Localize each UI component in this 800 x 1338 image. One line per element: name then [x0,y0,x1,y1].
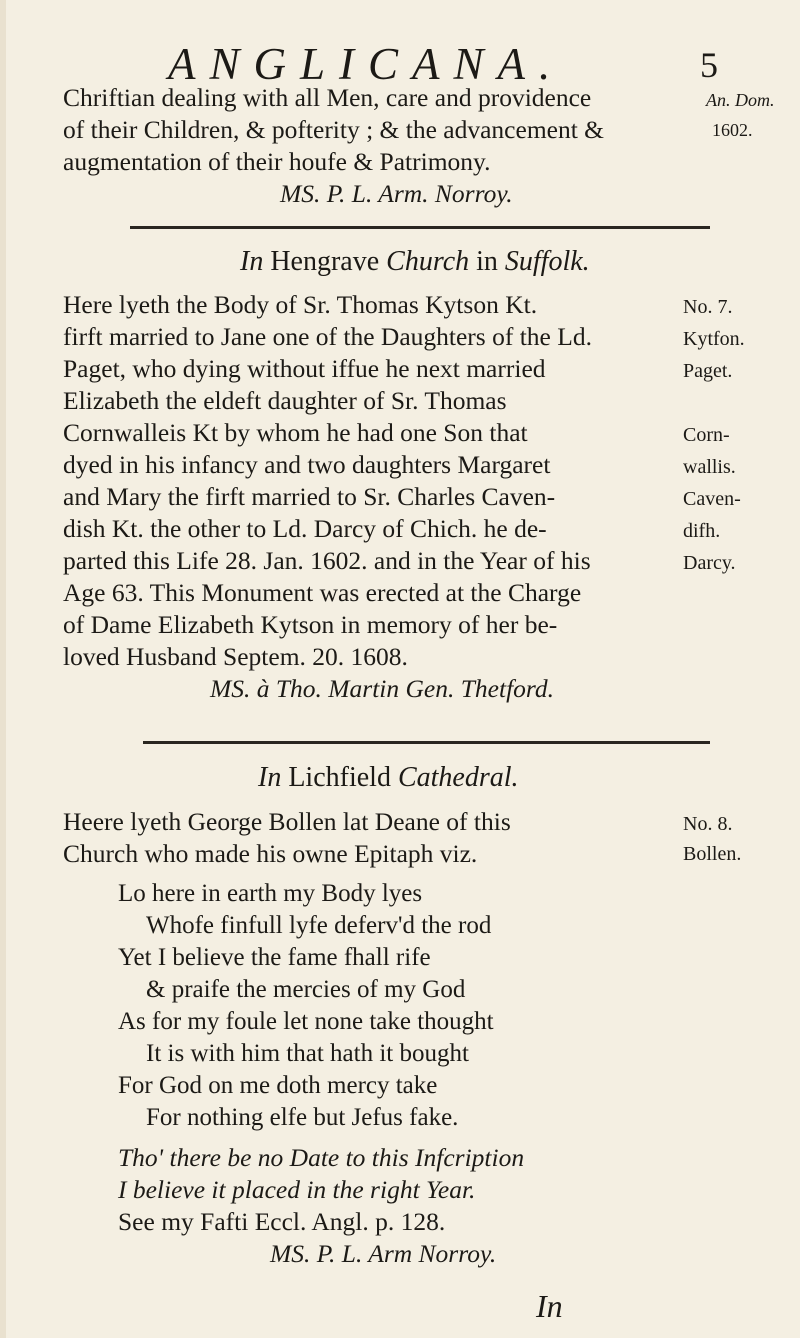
verse-line: Yet I believe the fame fhall rife [118,944,431,971]
text-line: of Dame Elizabeth Kytson in memory of her be- [63,610,558,639]
text-line: Elizabeth the eldeft daughter of Sr. Thomas [63,386,507,415]
running-head: ANGLICANA. [168,39,565,89]
note-line: See my Fafti Eccl. Angl. p. 128. [118,1207,446,1236]
margin-note: Bollen. [683,843,742,865]
margin-note: Kytfon. [683,328,745,350]
margin-note: wallis. [683,456,736,478]
page-edge [0,0,6,1338]
margin-note: No. 8. [683,813,733,835]
verse-line: It is with him that hath it bought [146,1040,469,1067]
text-line: Church who made his owne Epitaph viz. [63,839,478,868]
verse-line: As for my foule let none take thought [118,1008,494,1035]
text-line: dish Kt. the other to Ld. Darcy of Chich. he de- [63,514,547,543]
text-line: dyed in his infancy and two daughters Margaret [63,450,551,479]
section-heading: In Hengrave Church in Suffolk. [240,246,590,277]
text-line: and Mary the firft married to Sr. Charles Caven- [63,482,556,511]
text-line: of their Children, & pofterity ; & the advancement & [63,115,605,144]
margin-note: An. Dom. [706,90,775,110]
margin-note: difh. [683,520,721,542]
source-citation: MS. P. L. Arm. Norroy. [280,179,513,208]
text-line: loved Husband Septem. 20. 1608. [63,642,408,671]
text-line: Here lyeth the Body of Sr. Thomas Kytson Kt. [63,290,538,319]
verse-line: Whofe finfull lyfe deferv'd the rod [146,912,492,939]
page-number: 5 [700,45,718,85]
text-line: Chriftian dealing with all Men, care and providence [63,83,592,112]
margin-note: No. 7. [683,296,733,318]
margin-note: Corn- [683,424,730,446]
note-line: Tho' there be no Date to this Infcription [118,1143,525,1172]
text-line: Age 63. This Monument was erected at the Charge [63,578,582,607]
verse-line: For nothing elfe but Jefus fake. [146,1104,459,1131]
text-line: parted this Life 28. Jan. 1602. and in the Year of his [63,546,591,575]
verse-line: & praife the mercies of my God [146,976,466,1003]
margin-note: Caven- [683,488,741,510]
verse-line: For God on me doth mercy take [118,1072,438,1099]
text-line: firft married to Jane one of the Daughters of the Ld. [63,322,592,351]
source-citation: MS. P. L. Arm Norroy. [270,1239,497,1268]
note-line: I believe it placed in the right Year. [118,1175,476,1204]
catchword: In [536,1288,563,1324]
section-heading: In Lichfield Cathedral. [258,762,519,793]
section-rule [143,741,710,744]
text-line: augmentation of their houfe & Patrimony. [63,147,491,176]
verse-line: Lo here in earth my Body lyes [118,880,423,907]
text-line: Cornwalleis Kt by whom he had one Son that [63,418,528,447]
margin-note: Paget. [683,360,733,382]
text-line: Heere lyeth George Bollen lat Deane of this [63,807,511,836]
text-line: Paget, who dying without iffue he next married [63,354,546,383]
margin-note: Darcy. [683,552,736,574]
source-citation: MS. à Tho. Martin Gen. Thetford. [210,674,555,703]
margin-note: 1602. [712,120,753,140]
section-rule [130,226,710,229]
